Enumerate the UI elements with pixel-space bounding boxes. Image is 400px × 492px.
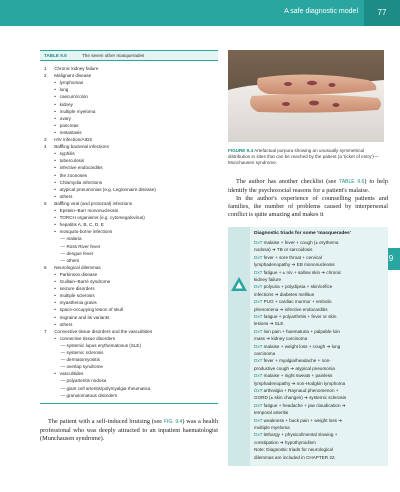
table-line: • space-occupying lesion of skull	[44, 307, 123, 313]
table-line: • mosquito-borne infections	[44, 229, 113, 235]
dxt-prefix: DxT	[254, 343, 264, 349]
dxt-prefix: DxT	[254, 254, 264, 260]
table-line: • pancreas	[44, 122, 79, 128]
table-line: — Ross River fever	[44, 243, 101, 249]
triad-line	[254, 262, 335, 268]
table-line: • caecum/colon	[44, 94, 88, 100]
table-line: • Chlamydia infections	[44, 179, 103, 185]
table-line: • kidney	[44, 101, 73, 107]
table-line: — dermatomyositis	[44, 357, 100, 363]
triad-text: lethargy + physical/mental slowing +	[263, 432, 338, 438]
triad-text: arthralgia + Raynaud phenomenon +	[263, 388, 339, 393]
warning-triangle-icon	[231, 277, 247, 291]
table-line: • migraine and its variants	[44, 314, 110, 320]
triad-line	[254, 321, 283, 327]
triad-text: fatigue + ± n/v + sallow skin ➔ chronic	[263, 269, 342, 275]
box-title: Diagnostic triads for some 'masquerades'	[254, 231, 351, 236]
table-line: • the zoonoses	[44, 172, 87, 178]
table-line: • others	[44, 193, 73, 199]
left-text-part2: ) was a health professional who was deeply attracted to an inpatient haematologist (Munchausen syndrome).	[40, 418, 219, 442]
table-line: • connective tissue disorders	[44, 335, 116, 341]
table-line: • Guillain–Barré syndrome	[44, 279, 111, 284]
triad-line	[254, 351, 275, 357]
triad-line	[254, 425, 290, 431]
chapter-tab: 9	[382, 248, 400, 270]
box-side-strip	[228, 227, 250, 466]
table-number: TABLE 9.5	[44, 53, 67, 58]
triad-text: GORD (± skin changes) ➔ systemic sclerosis	[254, 395, 347, 401]
left-column-text	[40, 418, 218, 443]
triad-text: carcinoma	[254, 351, 276, 356]
triad-text: lesions ➔ SLE	[254, 321, 284, 327]
triad-line	[254, 329, 340, 335]
table-line: 5 Baffling viral (and protozoal) infections	[44, 200, 133, 206]
table-line: • Epstein–Barr mononucleosis	[44, 208, 119, 213]
figure-photo-legs	[228, 50, 384, 142]
triad-line	[254, 277, 281, 283]
table-line: • others	[44, 321, 73, 327]
table-line: 1 Chronic kidney failure	[44, 66, 99, 71]
triad-text: lymphadenopathy ➔ EB mononucleosis	[254, 262, 335, 268]
table-line: • tuberculosis	[44, 158, 85, 164]
table-line: 4 Baffling bacterial infections	[44, 144, 109, 150]
triad-text: fatigue + headache + jaw claudication ➔	[263, 402, 346, 408]
triad-text: multiple myeloma	[254, 425, 290, 430]
table-line: • Parkinson disease	[44, 271, 98, 277]
table-line: • atypical pneumonias (e.g. Legionnaire disease)	[44, 186, 156, 192]
triad-line	[254, 299, 332, 305]
dxt-prefix: DxT	[254, 299, 264, 305]
right-text-paragraph2: In the author's experience of counselling patients and families, the number of problems caused by interpersonal conflict is quite amazing and makes it	[228, 194, 388, 218]
triad-text: fever + myalgia/headache + non-	[263, 358, 331, 364]
table-line: 3 HIV infection/AIDS	[44, 137, 93, 142]
table-line: — polyarteritis nodosa	[44, 378, 107, 384]
triad-line	[254, 447, 333, 453]
triad-line	[254, 395, 346, 401]
triad-line	[254, 255, 322, 261]
table-caption: The seven other masquerades	[82, 53, 145, 58]
triad-line	[254, 403, 346, 409]
triad-line	[254, 366, 335, 372]
table-line: • syphilis	[44, 151, 75, 157]
triad-text: polyuria + polydipsia + skin/orifice	[263, 284, 333, 290]
triad-line	[254, 418, 342, 424]
table-bottom-rule	[40, 403, 218, 404]
triad-text: fever + sore throat + cervical	[263, 254, 322, 260]
triad-line	[254, 455, 336, 461]
page-number: 77	[364, 0, 400, 26]
dxt-prefix: DxT	[254, 314, 264, 319]
table-line: • lung	[44, 87, 69, 93]
triad-text: constipation ➔ hypothyroidism	[254, 439, 316, 445]
triad-text: PUO + cardiac murmur + embolic	[263, 299, 332, 305]
triad-line	[254, 292, 314, 298]
triad-text: mass ➔ kidney carcinoma	[254, 336, 308, 342]
triad-line	[254, 240, 338, 246]
triad-line	[254, 336, 307, 342]
triad-text: lymphadenopathy ➔ non-Hodgkin lymphoma	[254, 380, 346, 386]
dxt-prefix: DxT	[254, 358, 264, 364]
triad-line	[254, 270, 341, 276]
dxt-prefix: DxT	[254, 432, 264, 438]
triad-line	[254, 314, 336, 320]
table-line: 2 Malignant disease	[44, 73, 92, 79]
triad-text: nodosa) ➔ TB or sarcoidosis	[254, 247, 313, 253]
figure-reference-link[interactable]: FIG. 9.4	[163, 419, 183, 425]
triad-line	[254, 358, 331, 364]
table-line: • ovary	[44, 115, 71, 121]
table-line: • myasthenia gravis	[44, 300, 97, 306]
triad-line	[254, 344, 340, 350]
figure-caption-text: Artefactual purpura showing an unusually symmetrical distribution in sites that can be reached by the patient (a 'ticket of entry')—Munchausen syndrome.	[228, 148, 379, 166]
triad-line	[254, 381, 345, 387]
table-line: • vasculitides	[44, 371, 84, 377]
triad-line	[254, 440, 316, 446]
triad-line	[254, 373, 332, 379]
table-line: 6 Neurological dilemmas	[44, 264, 101, 270]
right-column-text	[228, 178, 388, 219]
table-title-row	[40, 50, 218, 61]
dxt-prefix: DxT	[254, 284, 264, 290]
table-line: — malaria	[44, 236, 82, 242]
table-line: — giant cell arteritis/polymyalgia rheumatica	[44, 385, 151, 391]
table-line: • seizure disorders	[44, 286, 95, 292]
left-text-part1: The patient with a self-induced bruising (see	[48, 418, 164, 425]
triad-text: infections ➔ diabetes mellitus	[254, 291, 315, 297]
triad-text: malaise + night sweats + painless	[263, 373, 333, 379]
triad-line	[254, 432, 337, 438]
table-line: — granulomatous disorders	[44, 392, 118, 398]
right-text-part2: ) to help identify the psychosocial reasons for a patient's malaise.	[228, 178, 388, 194]
table-9-5	[40, 50, 218, 404]
triad-line	[254, 247, 312, 253]
dxt-prefix: DxT	[254, 269, 264, 275]
triad-text: malaise + fever + cough (± erythema	[263, 240, 339, 245]
triad-text: phenomena ➔ infective endocarditis	[254, 306, 328, 312]
triad-text: temporal arteritis	[254, 410, 289, 416]
triad-line	[254, 284, 332, 290]
dxt-prefix: DxT	[254, 240, 264, 245]
diagnostic-triads-box	[228, 227, 388, 466]
triad-text: loin pain + haematuria + palpable loin	[263, 328, 340, 334]
table-line: — others	[44, 257, 80, 263]
table-line: — systemic lupus erythematosus (SLE)	[44, 342, 142, 348]
dxt-prefix: DxT	[254, 373, 264, 379]
table-line: • lymphomas	[44, 80, 84, 86]
table-line: • metastasis	[44, 129, 82, 135]
dxt-prefix: DxT	[254, 402, 264, 408]
triad-line	[254, 410, 288, 416]
dxt-prefix: DxT	[254, 417, 264, 423]
triad-text: fatigue + polyarthritis + fever or skin	[263, 314, 337, 319]
right-text-part1: The author has another checklist (see	[236, 178, 340, 185]
triad-text: kidney failure	[254, 277, 282, 282]
table-line: — systemic sclerosis	[44, 350, 104, 355]
table-line: 7 Connective tissue disorders and the vasculitides	[44, 328, 153, 334]
triad-text: productive cough ➔ atypical pneumonia	[254, 365, 335, 371]
table-line: — dengue fever	[44, 250, 94, 256]
figure-label: FIGURE 9.4	[228, 148, 254, 153]
running-header-title: A safe diagnostic model	[284, 8, 358, 15]
triad-line	[254, 388, 338, 394]
triad-line	[254, 307, 328, 313]
table-reference-link[interactable]: TABLE 9.6	[339, 179, 365, 185]
table-line: • infective endocarditis	[44, 165, 103, 171]
table-line: • multiple sclerosis	[44, 293, 95, 299]
table-line: — overlap syndrome	[44, 364, 103, 370]
table-line: • hepatitis A, B, C, D, E	[44, 222, 104, 228]
figure-caption	[228, 148, 384, 167]
triad-text: weakness + back pain + weight loss ➔	[263, 417, 343, 423]
table-line: • multiple myeloma	[44, 108, 96, 114]
triad-text: malaise + weight loss + cough ➔ lung	[263, 343, 341, 349]
dxt-prefix: DxT	[254, 388, 264, 393]
table-line: • TORCH organisms (e.g. cytomegalovirus)	[44, 215, 145, 221]
triad-text: Note: Diagnostic triads for neurological	[254, 447, 333, 453]
triad-text: dilemmas are included in CHAPTER 22.	[254, 454, 336, 460]
dxt-prefix: DxT	[254, 328, 264, 334]
